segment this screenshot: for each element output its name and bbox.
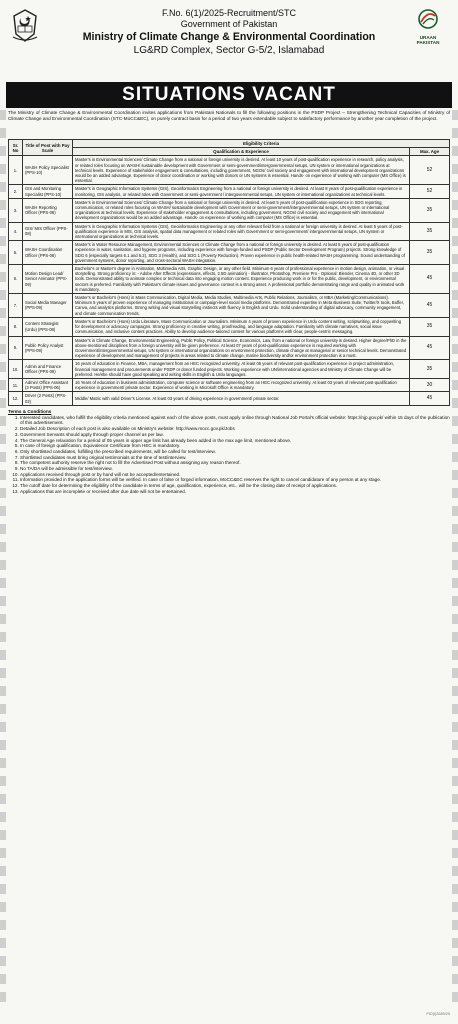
logo-text-1: URAAN (419, 35, 437, 40)
row-number: 4. (9, 222, 23, 241)
intro-paragraph: The Ministry of Climate Change & Environmental Coordination invites applications from Pakistani Nationals to fill the following positions in the PSDP Project – Strengthening Technical Capacities of Ministry of Climate Change and Environmental Coordination (STC-MoCC&EC), on purely contract basis for a period of two years extendable subject to satisfactory performance by another year completion of the project. (8, 110, 450, 121)
qualification-text: Master's in Geographic Information Systems (GIS), Geoinformatics Engineering from a national or foreign university is desired. At least 8 years of post-qualification experience in monitoring, GIS analysis, or related roles with Government or semi-government / intergovernmental setups, UN system or international organizations at technical levels. (73, 185, 410, 198)
vacancy-table (8, 139, 450, 406)
col-header-age: Max. Age (410, 148, 450, 156)
table-row (9, 336, 450, 360)
row-number: 8. (9, 317, 23, 336)
ministry-address: LG&RD Complex, Sector G-5/2, Islamabad (133, 45, 325, 56)
max-age: 45 (410, 336, 450, 360)
terms-item: 11. Information provided in the application forms will be verified. In case of false or forged information, MoCC&EC reserves the right to cancel candidature of any person at any stage. (20, 477, 450, 483)
table-row (9, 185, 450, 198)
max-age: 35 (410, 360, 450, 379)
qualification-text: Master's or Bachelor's (Hons) in Mass Communication, Digital Media, Media Studies, Multimedia Arts, Public Relations, Journalism, or MBA (Marketing/Communications). Minimum 5 years of proven experience of managing institutional or campaign-level social media platforms. Demonstrated expertise in Meta Business Suite, Twitter/X tools, Buffer, Canva, and analytics platforms. Strong writing and visual storytelling instincts with fluency in English and Urdu. Solid understanding of digital advocacy, community engagement, and climate communication trends. (73, 294, 410, 318)
situations-vacant-banner: SITUATIONS VACANT (6, 82, 452, 108)
post-title: WASH Policy Specialist (PPS-10) (23, 156, 73, 185)
row-number: 3. (9, 198, 23, 222)
col-header-sr: Sr. No (9, 140, 23, 156)
max-age: 52 (410, 185, 450, 198)
row-number: 5. (9, 241, 23, 265)
max-age: 35 (410, 222, 450, 241)
table-row (9, 222, 450, 241)
col-header-eligibility: Eligibility Criteria (73, 140, 450, 148)
row-number: 2. (9, 185, 23, 198)
logo-text-2: PAKISTAN (416, 40, 440, 45)
row-number: 12. (9, 392, 23, 405)
ad-header (0, 0, 458, 82)
terms-item: 9. No TA/DA will be admissible for test/interview. (20, 466, 450, 472)
terms-item: 13. Applications that are incomplete or received after due date will not be entertained. (20, 489, 450, 495)
max-age: 45 (410, 294, 450, 318)
table-row (9, 360, 450, 379)
post-title: WASH Reporting Officer (PPS-08) (23, 198, 73, 222)
max-age: 35 (410, 317, 450, 336)
row-number: 1. (9, 156, 23, 185)
terms-item: 7. Shortlisted candidates must bring original testimonials at the time of test/interview. (20, 455, 450, 461)
terms-item: 10. Applications received through post or by hand will not be accepted/entertained. (20, 472, 450, 478)
terms-list (8, 415, 450, 495)
post-title: Content Strategist (Urdu) (PPS-08) (23, 317, 73, 336)
terms-item: 5. In case of foreign qualification, Equivalence Certificate from HEC is mandatory. (20, 443, 450, 449)
terms-item: 4. The General Age relaxation for a period of 05 years in upper age limit has already been added in the max age limit, mentioned above. (20, 438, 450, 444)
terms-item: 3. Government Servants should apply through proper channel as per law. (20, 432, 450, 438)
table-row (9, 378, 450, 391)
table-header-row-1 (9, 140, 450, 148)
qualification-text: Middle/ Matric with valid Driver's License. At least 03 years of driving experience in government/ private sector. (73, 392, 410, 405)
qualification-text: 16 Years of education in business administration, computer science or software engineering from an HEC recognized university. At least 03 years of relevant post-qualification experience in government/ private sector. Experience of working in Microsoft Office is mandatory. (73, 378, 410, 391)
terms-item: 12. The cutoff date for determining the eligibility of the candidate in terms of age, qualification, experience, etc., will be the closing date of receipt of applications. (20, 483, 450, 489)
max-age: 45 (410, 392, 450, 405)
government-line: Government of Pakistan (180, 19, 278, 29)
max-age: 35 (410, 198, 450, 222)
max-age: 35 (410, 241, 450, 265)
qualification-text: Master's in Water Resource Management, Environmental Sciences or Climate Change from a national or foreign university is desired. At least 5 years of post-qualification experience in water, sanitation, and hygiene programs, including experience with foreign-funded and PSDP (Public Sector Development Program) projects. Strong knowledge of SDG 6 (especially targets 6.1 and 6.2), SDG 3 (Health), and SDG 1 (Poverty Reduction). Proven experience in public health-related WASH programming. Sound understanding of government systems, donor reporting, and cross-sectoral WASH integration. (73, 241, 410, 265)
row-number: 7. (9, 294, 23, 318)
post-title: Admin and Finance Officer (PPS-08) (23, 360, 73, 379)
terms-title: Terms & Conditions (8, 409, 52, 414)
qualification-text: Master's in Environmental Sciences/ Climate Change from a national or foreign university is desired. At least 10 years of post-qualification experience in research, policy analysis, or related roles focusing on WASH/ sustainable development with Government or semi-government/intergovernmental setups, UN system or international organizations at technical levels. Experience of stakeholder engagement & consultations, including government, NGOs/ civil society and engagement with international development organizations would be an added advantage. Experience of donor coordination or working with donors or UN systems is essential. Hands- on experience of working with computer (MS Office) is essential. (73, 156, 410, 185)
post-title: Public Policy Analyst (PPS-09) (23, 336, 73, 360)
table-row (9, 198, 450, 222)
max-age: 45 (410, 265, 450, 294)
table-row (9, 241, 450, 265)
post-title: WASH Coordination Officer (PPS-08) (23, 241, 73, 265)
row-number: 9. (9, 336, 23, 360)
post-title: GIS/ MIS Officer (PPS-08) (23, 222, 73, 241)
right-border-strip (452, 110, 458, 1010)
qualification-text: Master's in Environmental Sciences/ Climate Change from a national or foreign university is desired. At least 5 years of post-qualification experience in SDG reporting, communication, or related roles focusing on WASH/ sustainable development with Government or semi-government/intergovernmental setups, UN system or international organizations at technical levels. Experience of stakeholder engagement & consultations, including government, NGOs/ civil society and engagement with international development organizations would be an added advantage. Hands- on experience of working with computer (MS Office) is essential. (73, 198, 410, 222)
post-title: GIS and Monitoring Specialist (PPS-10) (23, 185, 73, 198)
row-number: 6. (9, 265, 23, 294)
reference-number: F.No. 6(1)/2025-Recruitment/STC (161, 8, 297, 18)
qualification-text: Master's in Climate Change, Environmental Engineering, Public Policy, Political Science, Economics, Law, from a national or foreign university is desired. Higher degree/PhD in the above-mentioned disciplines from a foreign university will be given preference. At least 07 years of post-qualification experience is required working with Government/intergovernmental setups, UN system or international organizations on environment protection, climate change at managerial or senior technical levels. Demonstrated experience of development and management of projects in areas related to climate change, marine biodiversity and/or environment protection is a must. (73, 336, 410, 360)
max-age: 30 (410, 378, 450, 391)
terms-item: 2. Detailed Job Description of each post is also available on Ministry's website: http://www.mocc.gov.pk/Jobs (20, 426, 450, 432)
post-title: Driver (2 Posts) (PPS-02) (23, 392, 73, 405)
qualification-text: Master's in Geographic Information Systems (GIS), Geoinformatics Engineering or any other relevant field from a national or foreign university is desired. At least 5 years of post-qualification experience in MIS, GIS analysis, spatial data management or related roles with Government or semi-government/ intergovernmental setups, UN system or international organizations at technical levels. (73, 222, 410, 241)
left-border-strip (0, 110, 6, 1010)
table-row (9, 156, 450, 185)
qualification-text: 16 years of education in Finance, MBA, management from an HEC recognized university. At least 05 years of relevant post-qualification experience in project administration, financial management and procurements under PSDP or donor funded projects. Working experience with UN/international agencies and Ministry of Climate Change will be preferred. He/she should have good speaking and writing skills in English & Urdu languages. (73, 360, 410, 379)
table-row (9, 392, 450, 405)
terms-item: 1. Interested candidates, who fulfill the eligibility criteria mentioned against each of the above posts, must apply online through National Job Portal's official website: https://njp.gov.pk/ within 15 days of the publication of this advertisement. (20, 415, 450, 426)
max-age: 52 (410, 156, 450, 185)
col-header-qualification: Qualification & Experience (73, 148, 410, 156)
pid-number: PID(I)2689/25 (426, 1012, 450, 1016)
table-row (9, 317, 450, 336)
row-number: 11. (9, 378, 23, 391)
post-title: Social Media Manager (PPS-09) (23, 294, 73, 318)
post-title: Admin/ Office Assistant (3 Posts) (PPS-06) (23, 378, 73, 391)
terms-item: 8. The competent authority reserve the right not to fill the Advertised Post without assigning any reason thereof. (20, 460, 450, 466)
table-header-row-2 (9, 148, 450, 156)
terms-section (8, 409, 450, 495)
qualification-text: Master's or Bachelor's (Hons) Urdu Literature, Mass Communication or Journalism. Minimum 4 years of proven experience in Urdu content writing, scriptwriting, and copywriting for development or advocacy campaigns. Strong proficiency in creative writing, proofreading, and language adaptation. Familiarity with climate narratives, social issue communication, and inclusive content practices. Ability to develop audience-tailored content for various platforms with clear, people-centric messaging. (73, 317, 410, 336)
table-row (9, 294, 450, 318)
ministry-name: Ministry of Climate Change & Environmental Coordination (82, 31, 376, 43)
qualification-text: Bachelor's or Master's degree in Animation, Multimedia Arts, Graphic Design, or any other field. Minimum 6 years of professional experience in motion design, animation, or visual storytelling. Strong proficiency in: - Adobe After Effects (expressions, effects, 2.5D animation) - Illustrator, Photoshop, Premiere Pro - Optional: Blender, Cinema 4D, or other 3D tools. Demonstrated ability to animate complex or technical data into engaging motion content. Experience producing work in or for the public, development, or environmental sectors is preferred. Familiarity with Pakistan's climate issues and governance context is a strong asset. A professional portfolio demonstrating range and quality in animated work is mandatory. (73, 265, 410, 294)
terms-item: 6. Only shortlisted candidates, fulfilling the prescribed requirements, will be called for test/interview. (20, 449, 450, 455)
table-row (9, 265, 450, 294)
post-title: Motion Design Lead/ Senior Animator (PPS-09) (23, 265, 73, 294)
row-number: 10. (9, 360, 23, 379)
col-header-title: Title of Post with Pay Scale (23, 140, 73, 156)
